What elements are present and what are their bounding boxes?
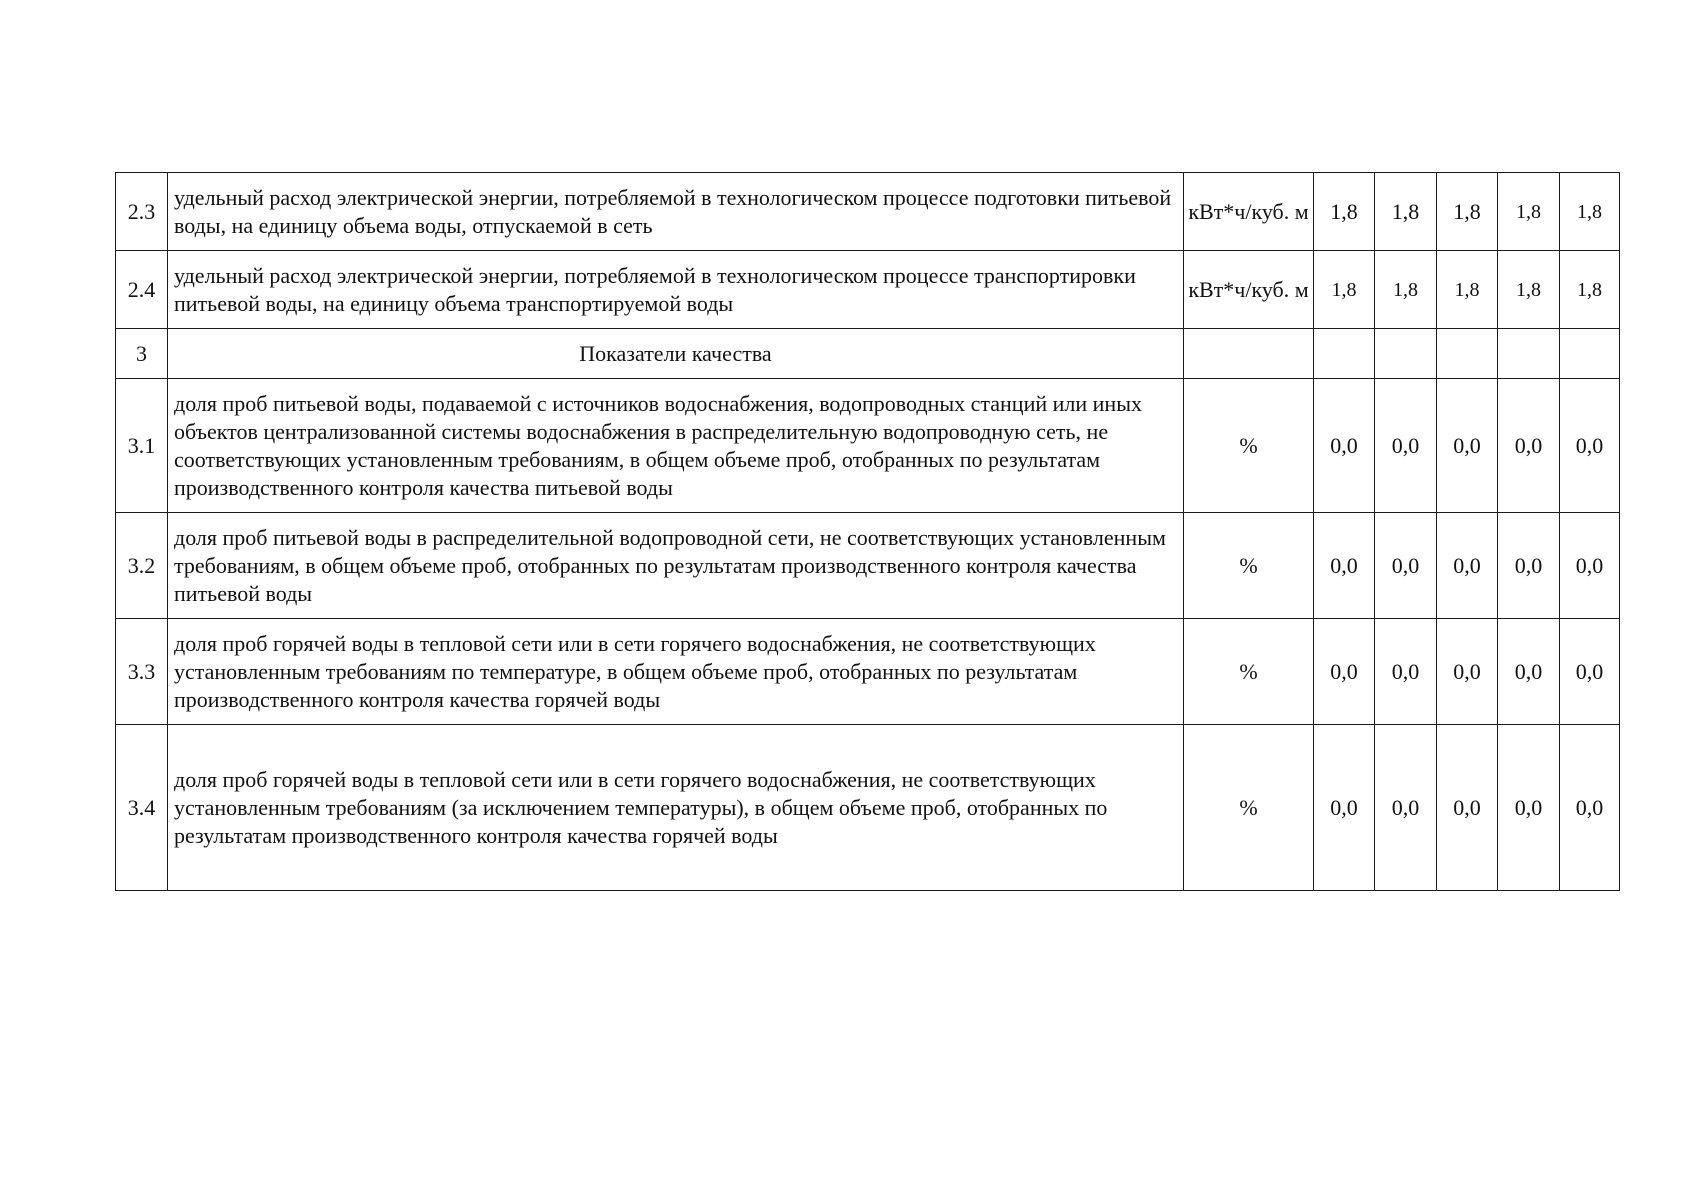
- section-title: Показатели качества: [168, 329, 1184, 379]
- row-number: 3.1: [116, 379, 168, 513]
- empty-cell: [1314, 329, 1375, 379]
- empty-cell: [1184, 329, 1314, 379]
- indicator-description: удельный расход электрической энергии, потребляемой в технологическом процессе подготовки питьевой воды, на единицу объема воды, отпускаемой в сеть: [168, 173, 1184, 251]
- value-cell: 0,0: [1437, 513, 1498, 619]
- table-row: [116, 173, 1620, 251]
- row-number: 3.4: [116, 725, 168, 891]
- table-row: [116, 725, 1620, 891]
- value-cell: 1,8: [1498, 251, 1560, 329]
- indicator-description: доля проб питьевой воды в распределительной водопроводной сети, не соответствующих установленным требованиям, в общем объеме проб, отобранных по результатам производственного контроля качества питьевой воды: [168, 513, 1184, 619]
- unit-cell: кВт*ч/куб. м: [1184, 173, 1314, 251]
- unit-cell: кВт*ч/куб. м: [1184, 251, 1314, 329]
- value-cell: 1,8: [1375, 251, 1437, 329]
- section-number: 3: [116, 329, 168, 379]
- unit-cell: %: [1184, 379, 1314, 513]
- table-row: [116, 513, 1620, 619]
- value-cell: 0,0: [1560, 379, 1620, 513]
- value-cell: 1,8: [1437, 173, 1498, 251]
- value-cell: 1,8: [1498, 173, 1560, 251]
- value-cell: 0,0: [1498, 725, 1560, 891]
- value-cell: 1,8: [1560, 173, 1620, 251]
- value-cell: 0,0: [1314, 725, 1375, 891]
- unit-cell: %: [1184, 513, 1314, 619]
- indicator-description: доля проб питьевой воды, подаваемой с источников водоснабжения, водопроводных станций или иных объектов централизованной системы водоснабжения в распределительную водопроводную сеть, не соответствующих установленным требованиям, в общем объеме проб, отобранных по результатам производственного контроля качества питьевой воды: [168, 379, 1184, 513]
- value-cell: 1,8: [1375, 173, 1437, 251]
- value-cell: 0,0: [1314, 379, 1375, 513]
- value-cell: 1,8: [1437, 251, 1498, 329]
- value-cell: 0,0: [1375, 725, 1437, 891]
- value-cell: 0,0: [1314, 619, 1375, 725]
- value-cell: 0,0: [1560, 513, 1620, 619]
- value-cell: 0,0: [1560, 725, 1620, 891]
- table-row: [116, 619, 1620, 725]
- table-row: [116, 251, 1620, 329]
- unit-cell: %: [1184, 619, 1314, 725]
- value-cell: 1,8: [1314, 251, 1375, 329]
- value-cell: 0,0: [1375, 619, 1437, 725]
- row-number: 3.2: [116, 513, 168, 619]
- value-cell: 0,0: [1437, 619, 1498, 725]
- value-cell: 1,8: [1314, 173, 1375, 251]
- value-cell: 0,0: [1498, 379, 1560, 513]
- value-cell: 0,0: [1560, 619, 1620, 725]
- value-cell: 1,8: [1560, 251, 1620, 329]
- value-cell: 0,0: [1375, 379, 1437, 513]
- unit-cell: %: [1184, 725, 1314, 891]
- table-row: [116, 379, 1620, 513]
- indicator-description: доля проб горячей воды в тепловой сети или в сети горячего водоснабжения, не соответствующих установленным требованиям по температуре, в общем объеме проб, отобранных по результатам производственного контроля качества горячей воды: [168, 619, 1184, 725]
- value-cell: 0,0: [1437, 725, 1498, 891]
- value-cell: 0,0: [1437, 379, 1498, 513]
- indicator-description: удельный расход электрической энергии, потребляемой в технологическом процессе транспортировки питьевой воды, на единицу объема транспортируемой воды: [168, 251, 1184, 329]
- value-cell: 0,0: [1498, 513, 1560, 619]
- indicator-description: доля проб горячей воды в тепловой сети или в сети горячего водоснабжения, не соответствующих установленным требованиям (за исключением температуры), в общем объеме проб, отобранных по результатам производственного контроля качества горячей воды: [168, 725, 1184, 891]
- empty-cell: [1437, 329, 1498, 379]
- document-page: [115, 172, 1619, 891]
- row-number: 3.3: [116, 619, 168, 725]
- indicators-table: [115, 172, 1620, 891]
- value-cell: 0,0: [1498, 619, 1560, 725]
- value-cell: 0,0: [1375, 513, 1437, 619]
- section-row: [116, 329, 1620, 379]
- empty-cell: [1498, 329, 1560, 379]
- empty-cell: [1560, 329, 1620, 379]
- row-number: 2.3: [116, 173, 168, 251]
- value-cell: 0,0: [1314, 513, 1375, 619]
- empty-cell: [1375, 329, 1437, 379]
- row-number: 2.4: [116, 251, 168, 329]
